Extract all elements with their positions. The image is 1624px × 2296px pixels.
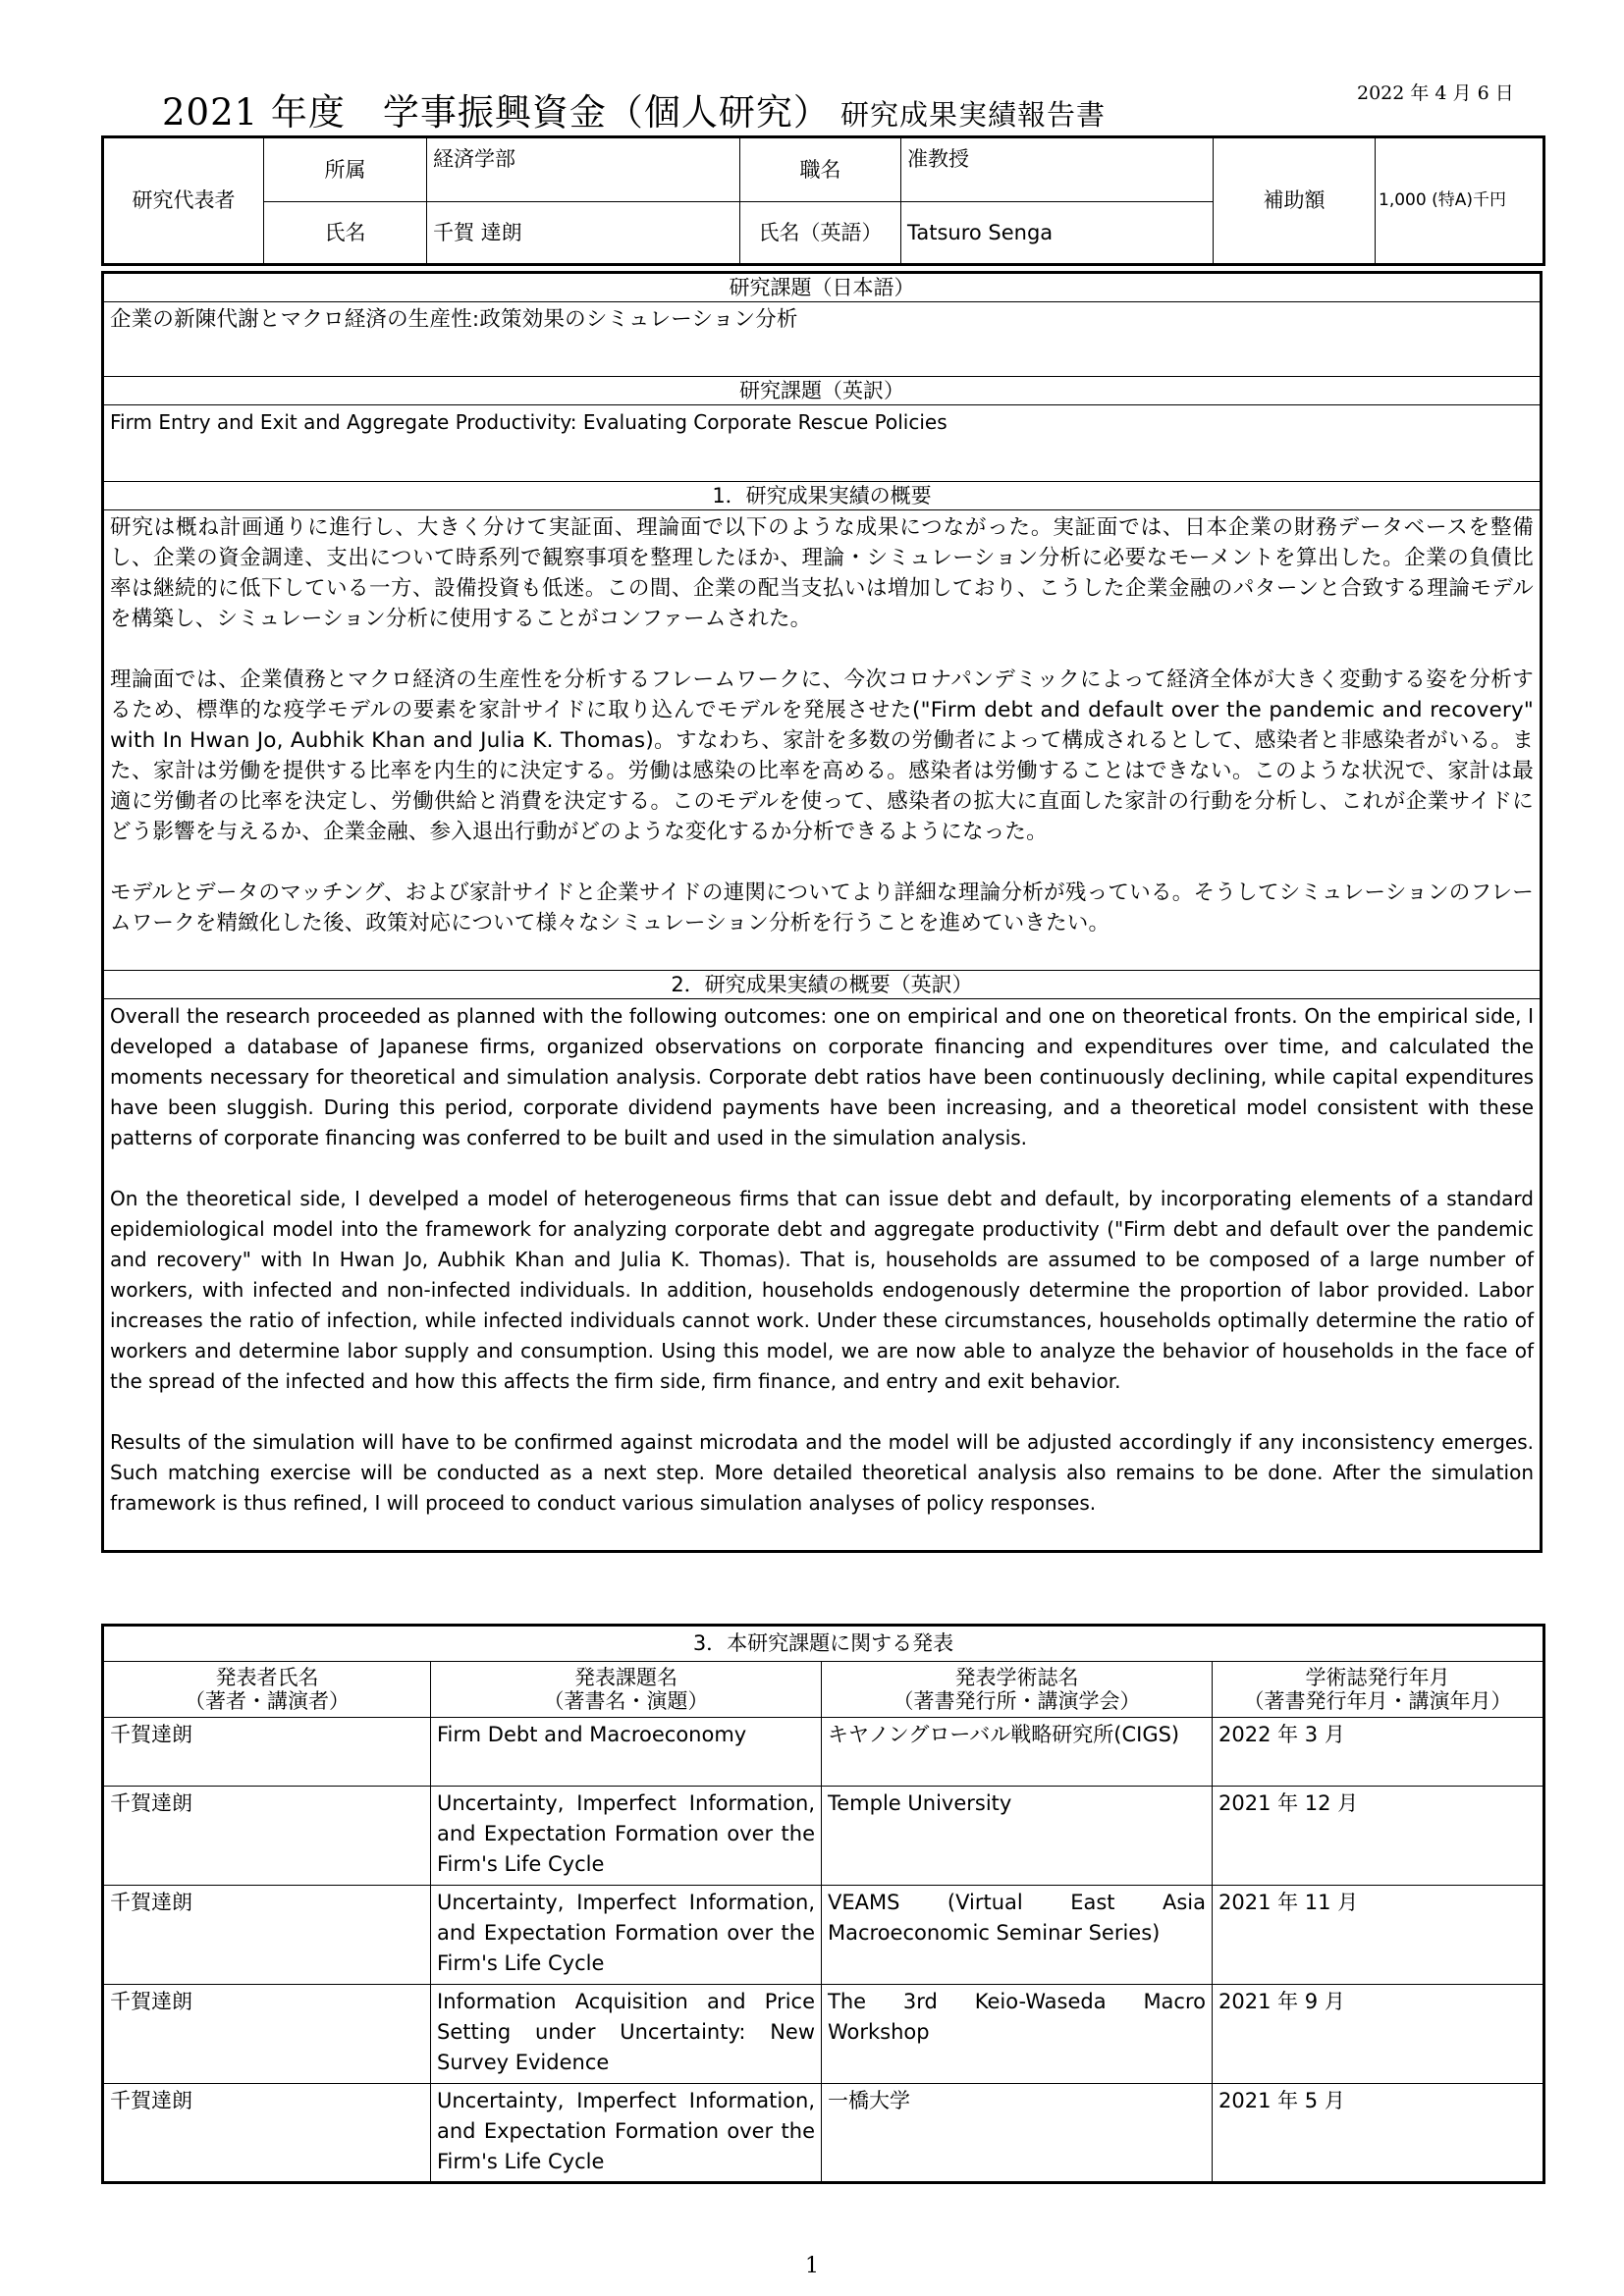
date-cell: 2021 年 5 月 [1213,2084,1544,2183]
name-en-value: Tatsuro Senga [901,202,1214,265]
topic-en-text: Firm Entry and Exit and Aggregate Productivity: Evaluating Corporate Rescue Policies [103,405,1542,482]
venue-cell: VEAMS (Virtual East Asia Macroeconomic Seminar Series) [822,1886,1213,1985]
publications-table [101,1624,1545,2184]
table-row [103,2084,1544,2183]
venue-cell: The 3rd Keio-Waseda Macro Workshop [822,1985,1213,2084]
page-number: 1 [805,2254,819,2278]
title-cell: Uncertainty, Imperfect Information, and Expectation Formation over the Firm's Life Cycle [431,1787,822,1886]
name-en-label: 氏名（英語） [740,202,901,265]
table-row [103,1985,1544,2084]
document-title [162,82,1106,135]
col-venue: 発表学術誌名 （著書発行所・講演学会） [822,1662,1213,1718]
title-cell: Uncertainty, Imperfect Information, and Expectation Formation over the Firm's Life Cycle [431,2084,822,2183]
presenter-cell: 千賀達朗 [103,1985,431,2084]
name-label: 氏名 [264,202,427,265]
summary-jp-paragraph: モデルとデータのマッチング、および家計サイドと企業サイドの連関についてより詳細な理論分析が残っている。そうしてシミュレーションのフレームワークを精緻化した後、政策対応について様々なシミュレーション分析を行うことを進めていきたい。 [110,881,1534,935]
position-value: 准教授 [901,137,1214,202]
title-cell: Firm Debt and Macroeconomy [431,1718,822,1787]
title-cell: Information Acquisition and Price Setting under Uncertainty: New Survey Evidence [431,1985,822,2084]
date-cell: 2021 年 12 月 [1213,1787,1544,1886]
presenter-cell: 千賀達朗 [103,1718,431,1787]
summary-en-paragraph: Overall the research proceeded as planned with the following outcomes: one on empirical and one on theoretical fronts. On the empirical side, I developed a database of Japanese firms, organized observations on corporate financing and expenditures over time, and calculated the moments necessary for theoretical and simulation analysis. Corporate debt ratios have been continuously declining, while capital expenditures have been sluggish. During this period, corporate dividend payments have been increasing, and a theoretical model consistent with these patterns of corporate financing was conferred to be built and used in the simulation analysis. [110,1004,1534,1149]
topic-jp-text: 企業の新陳代謝とマクロ経済の生産性:政策効果のシミュレーション分析 [103,302,1542,377]
summary-en-paragraph: On the theoretical side, I develped a model of heterogeneous firms that can issue debt and default, by incorporating elements of a standard epidemiological model into the framework for analyzing corporate debt and aggregate productivity ("Firm debt and default over the pandemic and recovery" with In Hwan Jo, Aubhik Khan and Julia K. Thomas). That is, households are assumed to be composed of a large number of workers, with infected and non-infected individuals. In addition, households endogenously determine the proportion of labor provided. Labor increases the ratio of infection, while infected individuals cannot work. Under these circumstances, households optimally determine the ratio of workers and determine labor supply and consumption. Using this model, we are now able to analyze the behavior of households in the face of the spread of the infected and how this affects the firm side, firm finance, and entry and exit behavior. [110,1187,1534,1393]
summary-en-text [103,999,1542,1552]
representative-label: 研究代表者 [103,137,264,265]
presenter-cell: 千賀達朗 [103,1886,431,1985]
date-cell: 2022 年 3 月 [1213,1718,1544,1787]
summary-jp-paragraph: 研究は概ね計画通りに進行し、大きく分けて実証面、理論面で以下のような成果につながった。実証面では、日本企業の財務データベースを整備し、企業の資金調達、支出について時系列で観察事項を整理したほか、理論・シミュレーション分析に必要なモーメントを算出した。企業の負債比率は継続的に低下している一方、設備投資も低迷。この間、企業の配当支払いは増加しており、こうした企業金融のパターンと合致する理論モデルを構築し、シミュレーション分析に使用することがコンファームされた。 [110,515,1534,631]
table-row [103,1787,1544,1886]
date-cell: 2021 年 11 月 [1213,1886,1544,1985]
topic-en-header: 研究課題（英訳） [103,377,1542,405]
summary-en-header: 2．研究成果実績の概要（英訳） [103,971,1542,999]
date-cell: 2021 年 9 月 [1213,1985,1544,2084]
summary-jp-paragraph: 理論面では、企業債務とマクロ経済の生産性を分析するフレームワークに、今次コロナパンデミックによって経済全体が大きく変動する姿を分析するため、標準的な疫学モデルの要素を家計サイドに取り込んでモデルを発展させた("Firm debt and default over the pandemic and recovery" with In Hwan Jo, Aubhik Khan and Julia K. Thomas)。すなわち、家計を多数の労働者によって構成されるとして、感染者と非感染者がいる。また、家計は労働を提供する比率を内生的に決定する。労働は感染の比率を高める。感染者は労働することはできない。このような状況で、家計は最適に労働者の比率を決定し、労働供給と消費を決定する。このモデルを使って、感染者の拡大に直面した家計の行動を分析し、これが企業サイドにどう影響を与えるか、企業金融、参入退出行動がどのような変化するか分析できるようになった。 [110,667,1534,844]
summary-jp-text [103,510,1542,971]
venue-cell: キヤノングローバル戦略研究所(CIGS) [822,1718,1213,1787]
report-body-table [101,271,1543,1553]
title-main: 2021 年度 学事振興資金（個人研究） [162,91,831,133]
title-cell: Uncertainty, Imperfect Information, and Expectation Formation over the Firm's Life Cycle [431,1886,822,1985]
publications-header: 3．本研究課題に関する発表 [103,1626,1544,1662]
col-title: 発表課題名 （著書名・演題） [431,1662,822,1718]
grant-label: 補助額 [1214,137,1376,265]
summary-jp-header: 1．研究成果実績の概要 [103,482,1542,510]
venue-cell: 一橋大学 [822,2084,1213,2183]
col-presenter: 発表者氏名 （著者・講演者） [103,1662,431,1718]
summary-en-paragraph: Results of the simulation will have to be confirmed against microdata and the model will be adjusted accordingly if any inconsistency emerges. Such matching exercise will be conducted as a next step. More detailed theoretical analysis also remains to be done. After the simulation framework is thus refined, I will proceed to conduct various simulation analyses of policy responses. [110,1430,1534,1515]
affiliation-value: 経済学部 [427,137,740,202]
presenter-cell: 千賀達朗 [103,2084,431,2183]
table-row [103,1718,1544,1787]
report-date: 2022 年 4 月 6 日 [1357,82,1514,104]
name-value: 千賀 達朗 [427,202,740,265]
affiliation-label: 所属 [264,137,427,202]
table-row [103,1886,1544,1985]
representative-table [101,135,1545,266]
venue-cell: Temple University [822,1787,1213,1886]
grant-value: 1,000 (特A)千円 [1376,137,1544,265]
col-date: 学術誌発行年月 （著書発行年月・講演年月） [1213,1662,1544,1718]
position-label: 職名 [740,137,901,202]
topic-jp-header: 研究課題（日本語） [103,273,1542,302]
presenter-cell: 千賀達朗 [103,1787,431,1886]
title-sub: 研究成果実績報告書 [839,98,1106,132]
